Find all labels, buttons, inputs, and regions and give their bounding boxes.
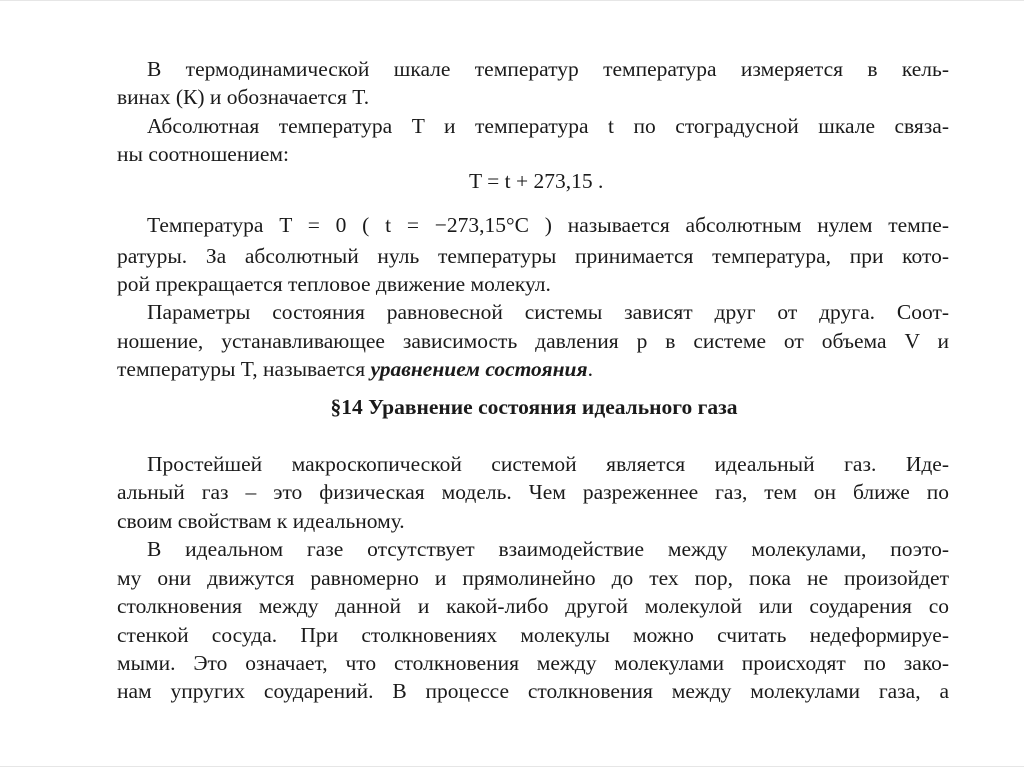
para4-line3 xyxy=(117,356,949,382)
para3-line3: рой прекращается тепловое движение молекул. xyxy=(117,272,551,296)
para1-line1: В термодинамической шкале температур температура измеряется в кель- xyxy=(147,57,949,81)
section-heading-text: §14 Уравнение состояния идеального газа xyxy=(330,395,738,419)
para5-line1: Простейшей макроскопической системой является идеальный газ. Иде- xyxy=(147,452,949,476)
para4-line1: Параметры состояния равновесной системы зависят друг от друга. Соот- xyxy=(147,300,949,324)
para2-line1: Абсолютная температура T и температура t по стоградусной шкале связа- xyxy=(147,114,949,138)
para1-line2: винах (К) и обозначается T. xyxy=(117,85,370,109)
para4-line3-end: . xyxy=(587,357,593,381)
para3-line1: Температура T = 0 ( t = −273,15°C ) называется абсолютным нулем темпе- xyxy=(147,213,949,237)
para4-line3-start: температуры T, называется xyxy=(117,357,371,381)
para4-line2: ношение, устанавливающее зависимость давления p в системе от объема V и xyxy=(117,329,949,353)
para6-line4: стенкой сосуда. При столкновениях молекулы можно считать недеформируе- xyxy=(117,623,949,647)
para6-line3: столкновения между данной и какой-либо другой молекулой или соударения со xyxy=(117,594,949,618)
para2-line2: ны соотношением: xyxy=(117,142,289,166)
para5-line3: своим свойствам к идеальному. xyxy=(117,509,405,533)
para6-line2: му они движутся равномерно и прямолинейно до тех пор, пока не произойдет xyxy=(117,566,949,590)
para5-line2: альный газ – это физическая модель. Чем разреженнее газ, тем он ближе по xyxy=(117,480,949,504)
para6-line6: нам упругих соударений. В процессе столкновения между молекулами газа, а xyxy=(117,679,949,703)
para3-line2: ратуры. За абсолютный нуль температуры принимается температура, при кото- xyxy=(117,244,949,268)
term-equation-of-state: уравнением состояния xyxy=(370,357,588,381)
para6-line1: В идеальном газе отсутствует взаимодействие между молекулами, поэто- xyxy=(147,537,949,561)
formula: T = t + 273,15 . xyxy=(469,169,604,193)
section-heading xyxy=(0,394,1024,420)
para6-line5: мыми. Это означает, что столкновения между молекулами происходят по зако- xyxy=(117,651,949,675)
